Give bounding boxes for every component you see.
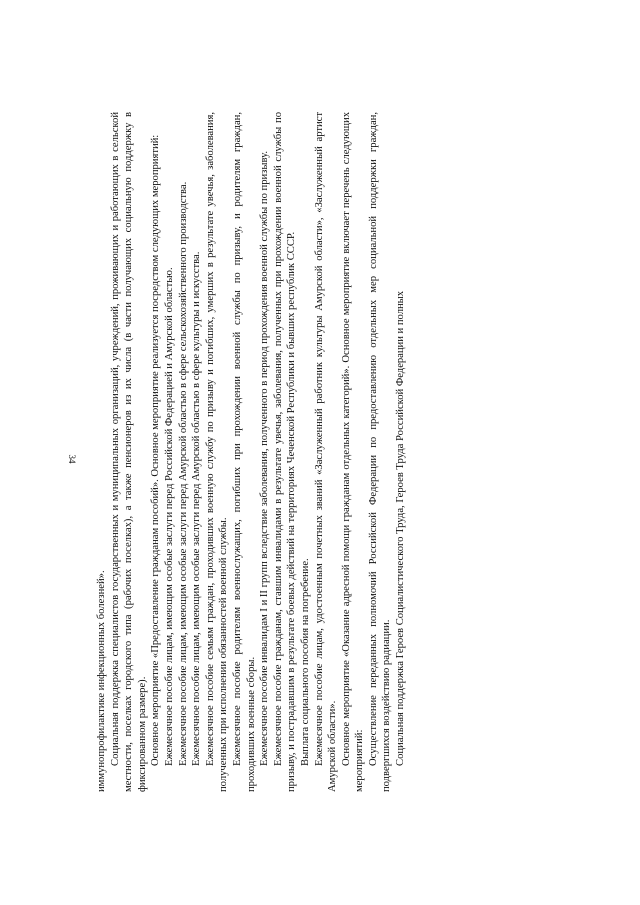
paragraph: иммунопрофилактике инфекционных болезней». bbox=[96, 570, 107, 792]
page-number: 34 bbox=[67, 454, 77, 464]
paragraph: Социальная поддержка специалистов государственных и муниципальных организаций, учреждений, проживающих и работающих в сельской местности, поселках городского типа (рабочих поселках), а также пенсионеров из их числа (в части получающих социальную поддержку в фиксированном размере). bbox=[109, 112, 148, 792]
paragraph: Ежемесячное пособие лицам, имеющим особые заслуги перед Российской Федерацией и Амурской областью. bbox=[163, 267, 175, 766]
paragraph: Ежемесячное пособие лицам, имеющим особые заслуги перед Амурской областью в сфере культуры и искусства. bbox=[191, 251, 203, 766]
paragraph: Ежемесячное пособие семьям граждан, проходивших военную службу по призыву и погибших, умерших в результате увечья, заболевания, полученных при исполнении обязанностей военной службы. bbox=[204, 112, 230, 792]
document-body bbox=[95, 112, 545, 792]
paragraph: Выплата социального пособия на погребение. bbox=[299, 558, 311, 766]
paragraph: Основное мероприятие «Предоставление гражданам пособий». Основное мероприятие реализуется посредством следующих мероприятий: bbox=[150, 134, 162, 766]
paragraph: Социальная поддержка Героев Социалистического Труда, Героев Труда Российской Федерации и полных bbox=[395, 290, 407, 766]
paragraph: Осуществление переданных полномочий Российской Федерации по предоставлению отдельных мер социальной поддержки граждан, подвергшихся воздействию радиации. bbox=[367, 112, 393, 792]
paragraph: Ежемесячное пособие родителям военнослужащих, погибших при прохождении военной службы по призыву, и родителям граждан, проходивших военные сборы. bbox=[231, 112, 257, 792]
paragraph: Ежемесячное пособие гражданам, ставшим инвалидами в результате увечья, заболевания, полученных при прохождении военной службы по призыву, и пострадавшим в результате боевых действий на территориях Чеченской Республики и бывших республик СССР. bbox=[272, 112, 298, 792]
paragraph: Ежемесячное пособие лицам, имеющим особые заслуги перед Амурской областью в сфере сельскохозяйственного производства. bbox=[177, 181, 189, 766]
paragraph: Основное мероприятие «Оказание адресной помощи гражданам отдельных категорий». Основное мероприятие включает перечень следующих мероприятий: bbox=[340, 112, 366, 792]
paragraph: Ежемесячное пособие лицам, удостоенным почетных званий «Заслуженный работник культуры Амурской области», «Заслуженный артист Амурской области». bbox=[313, 112, 339, 792]
paragraph: Ежемесячное пособие инвалидам I и II групп вследствие заболевания, полученного в период прохождения военной службы по призыву. bbox=[259, 150, 271, 766]
